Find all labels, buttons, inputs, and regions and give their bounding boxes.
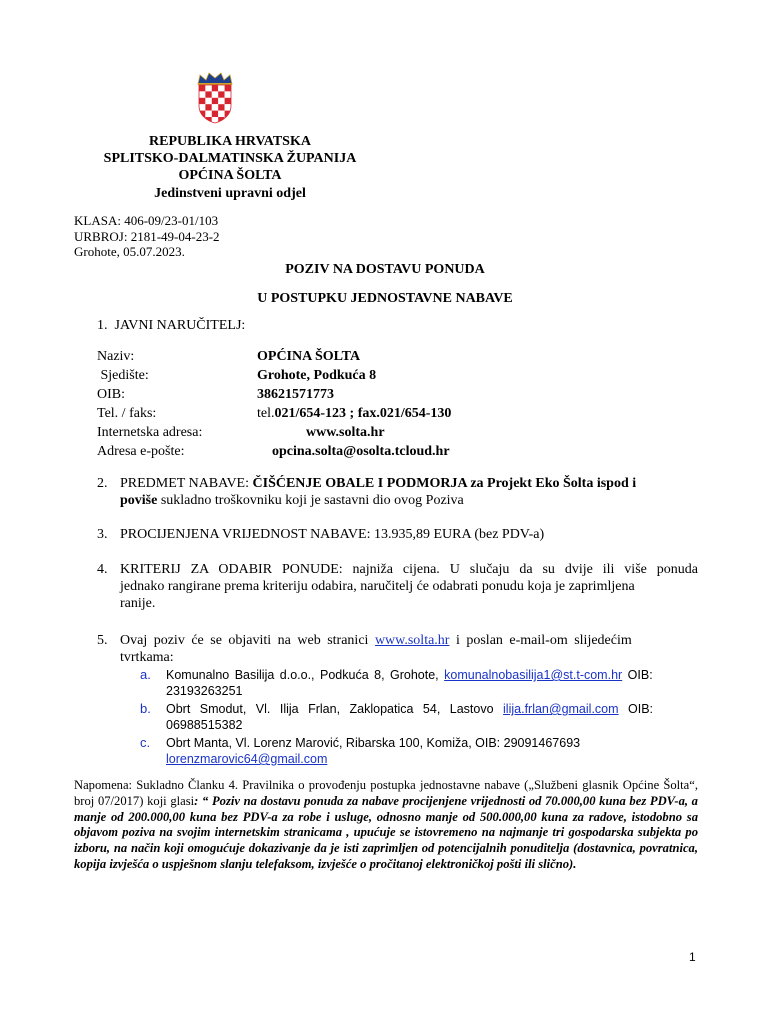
field-label-seat: Sjedište:	[97, 368, 149, 383]
field-label-email: Adresa e-pošte:	[97, 444, 185, 459]
shield-square	[225, 104, 231, 110]
section5-number: 5.	[97, 633, 108, 648]
klasa: KLASA: 406-09/23-01/103	[74, 213, 219, 228]
shield-square	[199, 91, 205, 97]
company-a-email-link[interactable]: komunalnobasilija1@st.t-com.hr	[444, 668, 623, 682]
shield-square	[199, 104, 205, 110]
section4-line1: KRITERIJ ZA ODABIR PONUDE: najniža cijena. U slučaju da su dvije ili više ponuda	[120, 562, 698, 577]
field-label-website: Internetska adresa:	[97, 425, 203, 440]
section2-subject: ČIŠĆENJE OBALE I PODMORJA za Projekt Eko Šolta ispod i	[252, 476, 637, 491]
shield-square	[205, 85, 211, 91]
company-a-oib-label: OIB:	[622, 668, 653, 682]
section4-number: 4.	[97, 562, 108, 577]
shield-square	[218, 98, 224, 104]
section4-line2: jednako rangirane prema kriteriju odabira, naručitelj će odabrati ponudu koja je zaprimljena	[120, 579, 635, 594]
section3-text: PROCIJENJENA VRIJEDNOST NABAVE: 13.935,89 EURA (bez PDV-a)	[120, 527, 545, 542]
title-line1: POZIV NA DOSTAVU PONUDA	[285, 262, 485, 277]
header-department: Jedinstveni upravni odjel	[154, 186, 306, 201]
note-paragraph	[74, 778, 698, 873]
company-c-line1: Obrt Manta, Vl. Lorenz Marović, Ribarska 100, Komiža, OIB: 29091467693	[166, 736, 581, 750]
company-b-line1	[166, 701, 698, 718]
field-value-name: OPĆINA ŠOLTA	[257, 349, 361, 364]
field-value-website: www.solta.hr	[306, 425, 385, 440]
note-quote: : “ Poziv na dostavu ponuda za nabave procijenjene vrijednosti od 70.000,00 kuna bez PDV-a, a manje od 200.000,00 kuna bez PDV-a za robe i usluge, odnosno manje od 500.000,00 kuna za radove, istodobno sa objavom poziva na svojim internetskim stranicama , upućuje se istovremeno na najmanje tri gospodarska subjekta po izboru, na način koji omogućuje dokazivanje da je isti zaprimljen od potencijalnih ponuditelja (dostavnica, povratnica, kopija izvješća o uspješnom slanju telefaksom, izvješće o pročitanoj elektroničkoj pošti ili slično).	[74, 793, 698, 871]
shield-square	[212, 104, 218, 110]
shield-square	[199, 98, 205, 104]
section4-line3: ranije.	[120, 596, 156, 611]
section5-line2: tvrtkama:	[120, 650, 174, 665]
coat-of-arms	[195, 72, 235, 124]
field-label-phone: Tel. / faks:	[97, 406, 157, 421]
section2-subject-end: poviše	[120, 493, 158, 508]
shield-square	[212, 91, 218, 97]
section5-text-b: i poslan e-mail-om slijedećim	[449, 633, 632, 648]
shield-square	[225, 85, 231, 91]
document-date: Grohote, 05.07.2023.	[74, 244, 185, 259]
shield-square	[218, 91, 224, 97]
company-a-line1	[166, 667, 698, 684]
field-label-oib: OIB:	[97, 387, 125, 402]
header-municipality: OPĆINA ŠOLTA	[178, 168, 282, 183]
phone-numbers: 021/654-123 ; fax.021/654-130	[274, 406, 452, 421]
shield-square	[218, 85, 224, 91]
company-b-oib-label: OIB:	[618, 702, 654, 716]
company-b-oib: 06988515382	[166, 718, 243, 732]
company-a-oib: 23193263251	[166, 684, 243, 698]
section2-line1	[120, 475, 700, 492]
shield-square	[225, 91, 231, 97]
checkerboard-shield-icon	[199, 85, 231, 123]
section1-heading: 1. JAVNI NARUČITELJ:	[97, 318, 246, 333]
shield-square	[205, 91, 211, 97]
phone-prefix: tel.	[257, 406, 275, 421]
company-c-email-link[interactable]: lorenzmarovic64@gmail.com	[166, 752, 328, 766]
section2-prefix: PREDMET NABAVE:	[120, 476, 253, 491]
shield-square	[199, 85, 205, 91]
crown-icon	[198, 73, 232, 85]
field-value-seat: Grohote, Podkuća 8	[257, 368, 377, 383]
urbroj: URBROJ: 2181-49-04-23-2	[74, 229, 220, 244]
field-value-phone	[257, 405, 451, 423]
website-link[interactable]: www.solta.hr	[374, 633, 450, 648]
section5-text-a: Ovaj poziv će se objaviti na web stranici	[120, 633, 375, 648]
section5-line1	[120, 632, 698, 649]
field-value-oib: 38621571773	[257, 387, 334, 402]
shield-square	[218, 111, 224, 117]
shield-square	[212, 98, 218, 104]
shield-square	[212, 85, 218, 91]
page-number: 1	[689, 950, 696, 964]
company-b-email-link[interactable]: ilija.frlan@gmail.com	[503, 702, 619, 716]
shield-square	[205, 98, 211, 104]
shield-square	[212, 111, 218, 117]
company-a-letter: a.	[140, 667, 151, 682]
header-county: SPLITSKO-DALMATINSKA ŽUPANIJA	[103, 151, 357, 166]
section3-number: 3.	[97, 527, 108, 542]
field-label-name: Naziv:	[97, 349, 135, 364]
section2-number: 2.	[97, 476, 108, 491]
shield-square	[225, 98, 231, 104]
section2-rest: sukladno troškovniku koji je sastavni dio ovog Poziva	[157, 493, 464, 508]
title-line2: U POSTUPKU JEDNOSTAVNE NABAVE	[257, 291, 513, 306]
company-b-letter: b.	[140, 701, 151, 716]
shield-square	[205, 111, 211, 117]
section2-line2	[120, 492, 464, 509]
note-plain: Napomena: Sukladno Članku 4. Pravilnika o provođenju postupka jednostavne nabave („Službeni glasnik Općine Šolta“, broj 07/2017) koji glasi	[74, 778, 698, 808]
company-a-text: Komunalno Basilija d.o.o., Podkuća 8, Grohote,	[166, 668, 445, 682]
shield-square	[205, 104, 211, 110]
company-b-text: Obrt Smodut, Vl. Ilija Frlan, Zaklopatica 54, Lastovo	[166, 702, 504, 716]
header-republic: REPUBLIKA HRVATSKA	[149, 134, 311, 149]
shield-square	[218, 104, 224, 110]
company-c-letter: c.	[140, 735, 151, 750]
field-value-email: opcina.solta@osolta.tcloud.hr	[272, 444, 450, 459]
